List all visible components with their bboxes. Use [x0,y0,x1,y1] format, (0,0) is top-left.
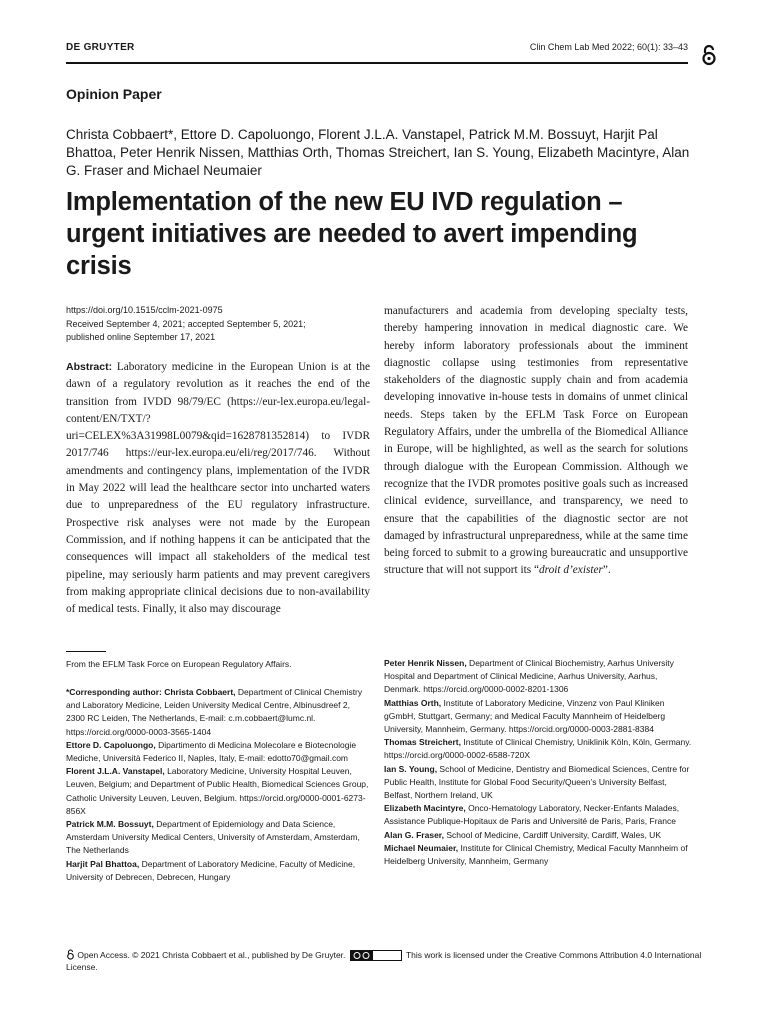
license-text-start: Open Access. © 2021 Christa Cobbaert et al., published by De Gruyter. [77,950,346,960]
affiliation-entry: Patrick M.M. Bossuyt, Department of Epidemiology and Data Science, Amsterdam University Medical Centers, University of Amsterdam, Amsterdam, The Netherlands [66,819,360,856]
affiliations-right [384,657,694,868]
footnote-task-force: From the EFLM Task Force on European Regulatory Affairs. [66,659,292,669]
license-footer [66,949,706,973]
abstract-column-right [384,303,688,580]
journal-citation: Clin Chem Lab Med 2022; 60(1): 33–43 [529,42,688,52]
affiliation-entry: Harjit Pal Bhattoa, Department of Laboratory Medicine, Faculty of Medicine, University of Debrecen, Debrecen, Hungary [66,858,356,882]
abstract-text-right: manufacturers and academia from developing specialty tests, thereby hampering innovation in medical diagnostic care. We hereby inform laboratory professionals about the imminent diagnostic collapse using testimonies from representative stakeholders of the diagnostic supply chain and from academia developing innovative in-house tests in domains of unmet clinical needs. Steps taken by the EFLM Task Force on European Regulatory Affairs, under the umbrella of the Biomedical Alliance in Europe, will be highlighted, as well as the search for solutions through dialogue with the European Commission. Although we recognize that the IVDR promotes positive goals such as increased clinical evidence, surveillance, and transparency, we need to ensure that the capabilities of the diagnostic sector are not damaged by infrastructural unpreparedness, while at the same time being forced to submit to a growing bureaucratic and unsupportive structure that will not support its “ [384,305,688,577]
license-text-end: This work is licensed under the Creative Commons Attribution 4.0 International License. [66,950,702,973]
abstract-label: Abstract: [66,361,113,373]
affiliation-entry: *Corresponding author: Christa Cobbaert, Department of Clinical Chemistry and Laboratory Medicine, Leiden University Medical Centre, Albinusdreef 2, 2300 RC Leiden, The Netherlands, E-mail: c.m.cobbaert@lumc.nl. https://orcid.org/0000-0003-3565-1404 [66,687,363,737]
doi-link[interactable]: https://doi.org/10.1515/cclm-2021-0975 [66,305,223,315]
abstract-text-left: Laboratory medicine in the European Union is at the dawn of a regulatory revolution as it reaches the end of the transition from IVDD 98/79/EC (https://eur-lex.europa.eu/legal-content/EN/TXT/?uri=CELEX%3A31998L0079&qid=1628781352814) to IVDR 2017/746 https://eur-lex.europa.eu/eli/reg/2017/746. Without amendments and contingency plans, implementation of the IVDR in May 2022 will lead the healthcare sector into uncharted waters due to unpreparedness of the EU regulatory infrastructure. Prospective risk analyses were not made by the European Commission, and if nothing happens it can be anticipated that the consequences will impact all stakeholders of the medical test pipeline, may seriously harm patients and may prevent caregivers from making appropriate clinical decisions due to non-availability of medical tests. Finally, it also may discourage [66,361,370,616]
affiliation-entry: Elizabeth Macintyre, Onco-Hematology Laboratory, Necker-Enfants Malades, Assistance Publique-Hopitaux de Paris and Université de Paris, Paris, France [384,803,680,827]
affiliation-entry: Alan G. Fraser, School of Medicine, Cardiff University, Cardiff, Wales, UK [384,829,661,840]
article-title: Implementation of the new EU IVD regulation – urgent initiatives are needed to avert impending crisis [66,188,638,280]
article-type: Opinion Paper [66,86,162,102]
page-header [66,40,688,64]
affiliation-entry: Thomas Streichert, Institute of Clinical Chemistry, Uniklinik Köln, Köln, Germany. https://orcid.org/0000-0002-6588-720X [384,737,692,761]
affiliation-entry: Michael Neumaier, Institute for Clinical Chemistry, Medical Faculty Mannheim of Heidelberg University, Mannheim, Germany [384,842,688,867]
open-access-icon [700,44,718,66]
affiliation-entry: Peter Henrik Nissen, Department of Clinical Biochemistry, Aarhus University Hospital and Department of Clinical Medicine, Aarhus University, Aarhus, Denmark. https://orcid.org/0000-0002-8201-1306 [384,658,674,695]
footnote-divider [66,651,106,652]
affiliation-entry: Florent J.L.A. Vanstapel, Laboratory Medicine, University Hospital Leuven, Leuven, Belgium; and Department of Public Health, Biomedical Sciences Group, Catholic University Leuven, Leuven, Belgium. https://orcid.org/0000-0001-6273-856X [66,766,369,816]
abstract-text-end: ”. [602,564,611,577]
published-date: published online September 17, 2021 [66,332,216,342]
affiliation-entry: Matthias Orth, Institute of Laboratory Medicine, Vinzenz von Paul Kliniken gGmbH, Stuttgart, Germany; and Medical Faculty Mannheim of Heidelberg University, Mannheim, Germany. https://orcid.org/0000-0003-2881-8384 [384,697,666,735]
affiliation-entry: Ettore D. Capoluongo, Dipartimento di Medicina Molecolare e Biotecnologie Mediche, Università Federico II, Naples, Italy, E-mail: edotto70@gmail.com [66,739,357,764]
author-list: Christa Cobbaert*, Ettore D. Capoluongo, Florent J.L.A. Vanstapel, Patrick M.M. Bossuyt, Harjit Pal Bhattoa, Peter Henrik Nissen, Matthias Orth, Thomas Streichert, Ian S. Young, Elizabeth Macintyre, Alan G. Fraser and Michael Neumaier [66,127,690,178]
affiliation-entry: Ian S. Young, School of Medicine, Dentistry and Biomedical Sciences, Centre for Public Health, Institute for Global Food Security/Queen’s University Belfast, Belfast, Northern Ireland, UK [384,763,690,801]
affiliations-left [66,686,370,884]
cc-by-badge-icon[interactable] [350,950,402,961]
received-dates: Received September 4, 2021; accepted September 5, 2021; [66,318,306,329]
abstract-column-left [66,359,370,618]
article-meta [66,304,366,345]
open-access-small-icon [66,949,75,960]
publisher-name: DE GRUYTER [66,42,135,53]
abstract-italic-phrase: droit d’exister [539,564,603,577]
